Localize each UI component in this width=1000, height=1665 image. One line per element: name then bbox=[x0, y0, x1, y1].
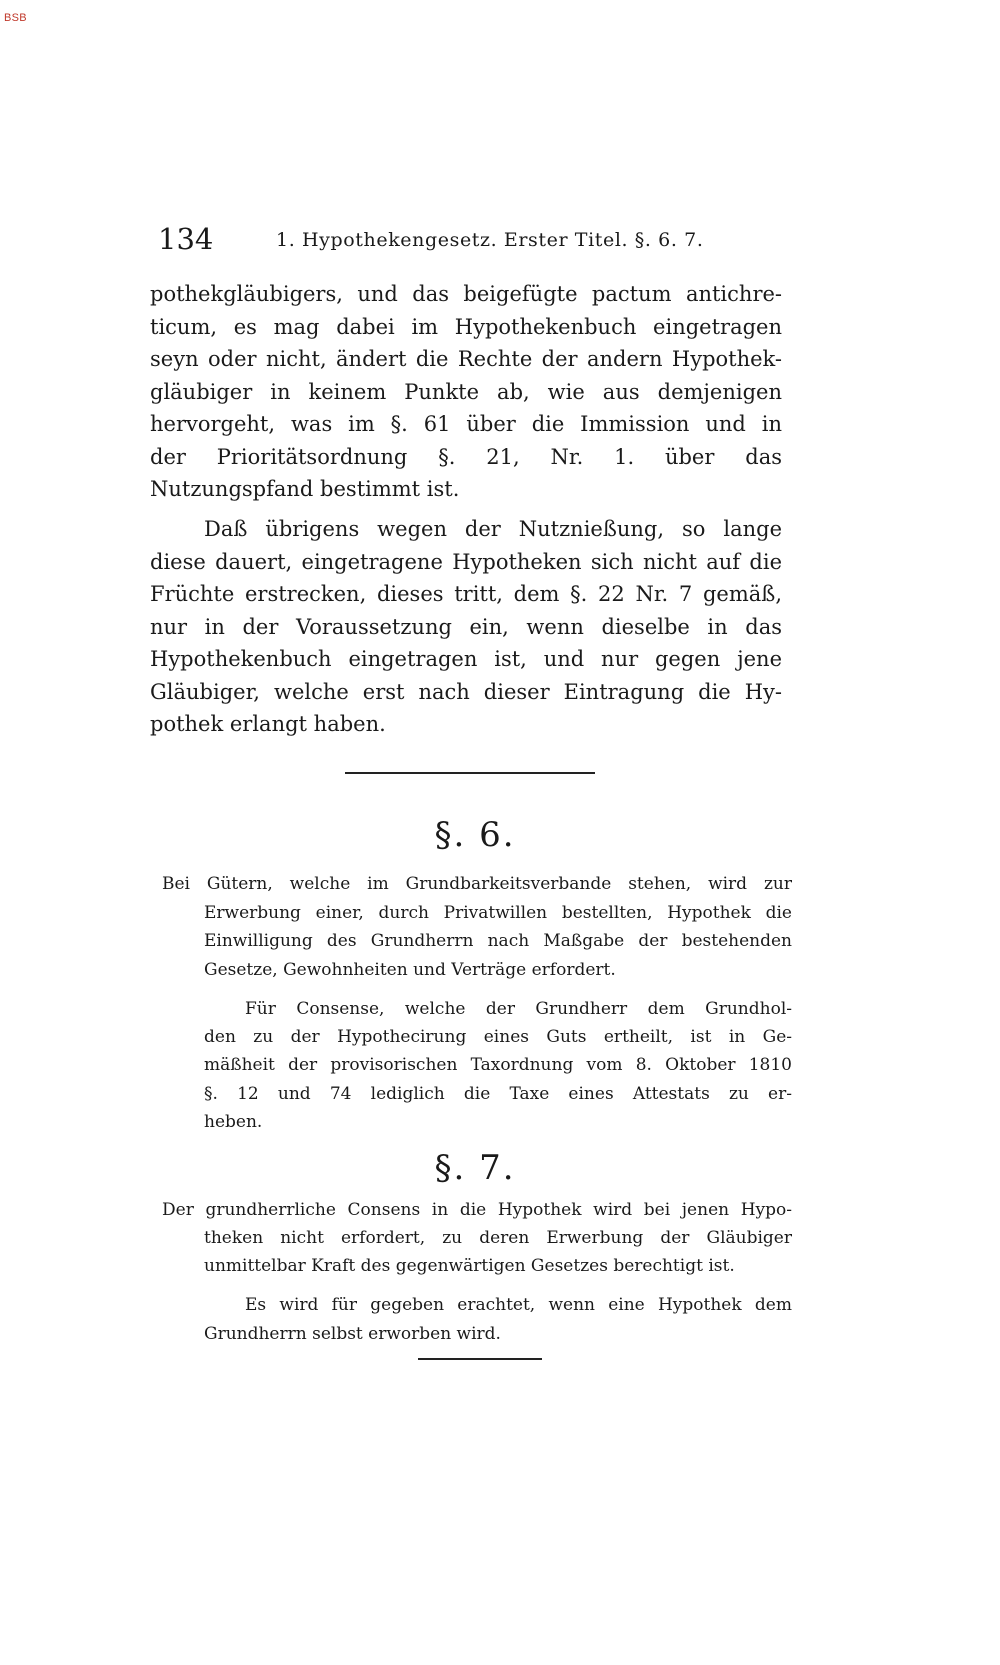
statute-line: Erwerbung einer, durch Privatwillen bestellten, Hypothek die bbox=[204, 903, 792, 923]
text-line: Nutzungspfand bestimmt ist. bbox=[150, 477, 460, 501]
page-number: 134 bbox=[158, 222, 214, 256]
text-line: pothekgläubigers, und das beigefügte pactum antichre- bbox=[150, 282, 782, 306]
note-line: Es wird für gegeben erachtet, wenn eine Hypothek dem bbox=[245, 1295, 792, 1315]
section-6-title: §. 6. bbox=[434, 815, 516, 855]
text-line: nur in der Voraussetzung ein, wenn dieselbe in das bbox=[150, 615, 782, 639]
text-line: der Prioritätsordnung §. 21, Nr. 1. über das bbox=[150, 445, 782, 469]
statute-line: Der grundherrliche Consens in die Hypothek wird bei jenen Hypo- bbox=[162, 1200, 792, 1220]
section-7-title: §. 7. bbox=[434, 1148, 516, 1188]
section-divider bbox=[345, 772, 595, 774]
statute-line: Einwilligung des Grundherrn nach Maßgabe der bestehenden bbox=[204, 931, 792, 951]
note-line: mäßheit der provisorischen Taxordnung vom 8. Oktober 1810 bbox=[204, 1055, 792, 1075]
page-header bbox=[158, 224, 718, 254]
text-line: gläubiger in keinem Punkte ab, wie aus demjenigen bbox=[150, 380, 782, 404]
running-head: 1. Hypothekengesetz. Erster Titel. §. 6. 7. bbox=[276, 229, 704, 251]
note-line: den zu der Hypothecirung eines Guts ertheilt, ist in Ge- bbox=[204, 1027, 792, 1047]
note-line: heben. bbox=[204, 1112, 263, 1132]
note-line: Grundherrn selbst erworben wird. bbox=[204, 1324, 501, 1344]
text-line: Daß übrigens wegen der Nutznießung, so lange bbox=[204, 517, 782, 541]
statute-line: Gesetze, Gewohnheiten und Verträge erfordert. bbox=[204, 960, 616, 980]
statute-line: theken nicht erfordert, zu deren Erwerbung der Gläubiger bbox=[204, 1228, 792, 1248]
text-line: Früchte erstrecken, dieses tritt, dem §. 22 Nr. 7 gemäß, bbox=[150, 582, 782, 606]
library-watermark: BSB bbox=[4, 12, 27, 24]
text-line: hervorgeht, was im §. 61 über die Immission und in bbox=[150, 412, 782, 436]
text-line: diese dauert, eingetragene Hypotheken sich nicht auf die bbox=[150, 550, 782, 574]
statute-line: Bei Gütern, welche im Grundbarkeitsverbande stehen, wird zur bbox=[162, 874, 792, 894]
text-line: seyn oder nicht, ändert die Rechte der andern Hypothek- bbox=[150, 347, 782, 371]
end-divider bbox=[418, 1358, 542, 1360]
statute-line: unmittelbar Kraft des gegenwärtigen Gesetzes berechtigt ist. bbox=[204, 1256, 735, 1276]
note-line: Für Consense, welche der Grundherr dem Grundhol- bbox=[245, 999, 792, 1019]
note-line: §. 12 und 74 lediglich die Taxe eines Attestats zu er- bbox=[204, 1084, 792, 1104]
text-line: pothek erlangt haben. bbox=[150, 712, 386, 736]
text-line: ticum, es mag dabei im Hypothekenbuch eingetragen bbox=[150, 315, 782, 339]
text-line: Hypothekenbuch eingetragen ist, und nur gegen jene bbox=[150, 647, 782, 671]
text-line: Gläubiger, welche erst nach dieser Eintragung die Hy- bbox=[150, 680, 782, 704]
